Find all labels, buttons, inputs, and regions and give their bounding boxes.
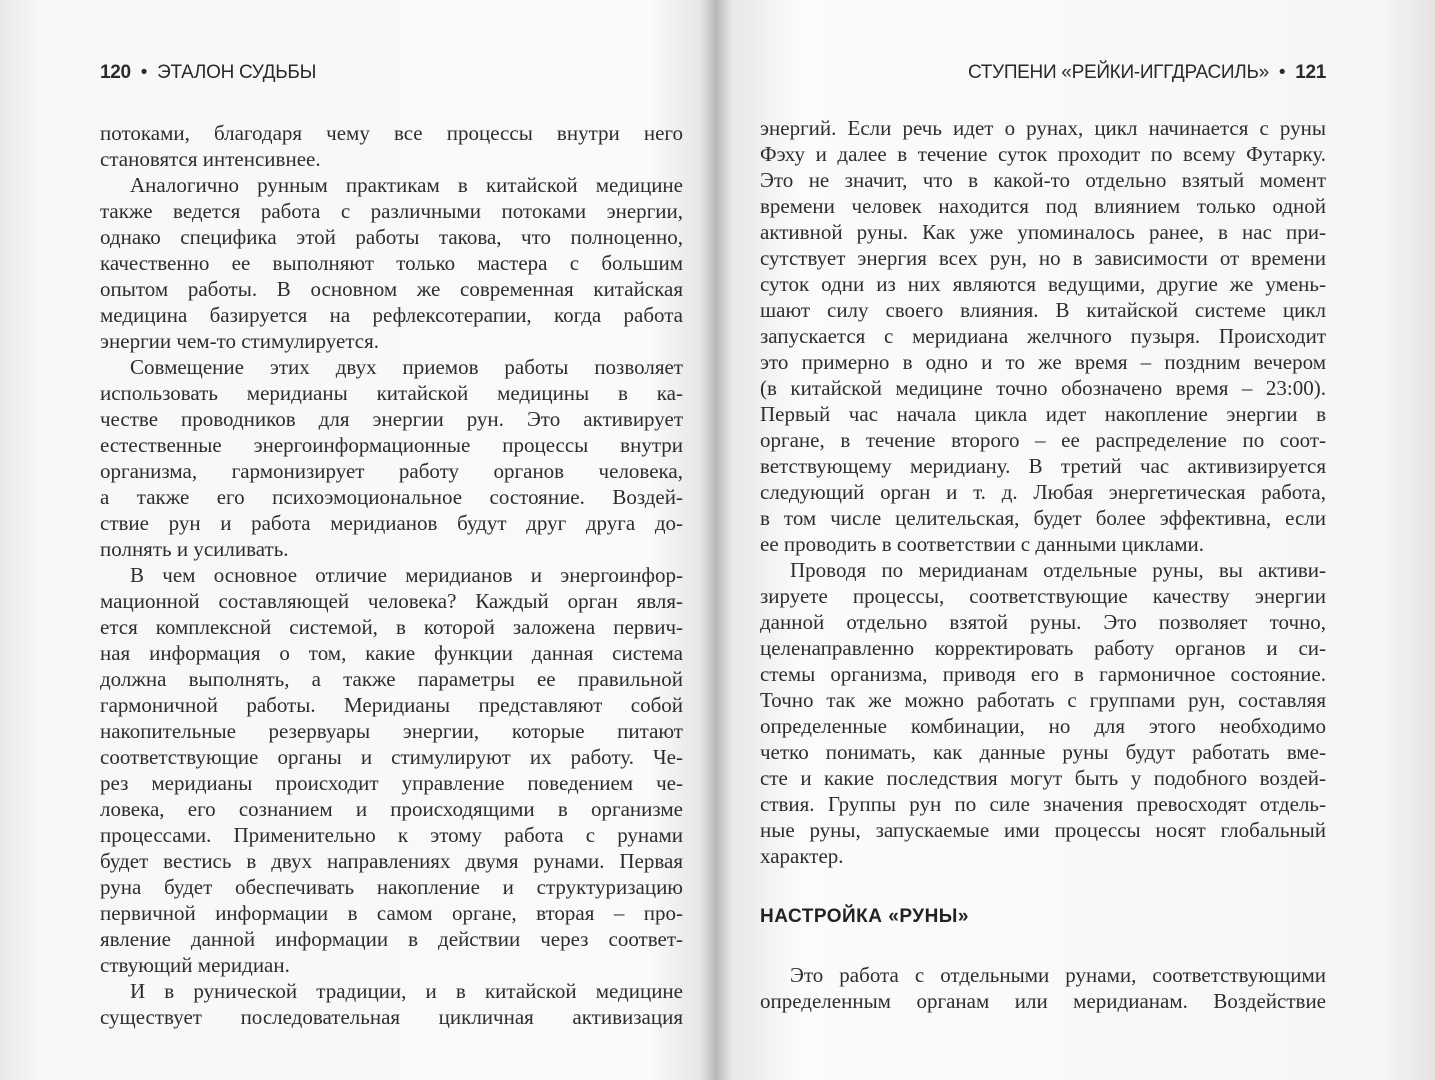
bullet-separator: • [1273,62,1291,83]
text-line: первичной информации в самом органе, вторая – про- [100,901,683,925]
text-line: Аналогично рунным практикам в китайской медицине [130,173,683,197]
running-header [968,62,1326,84]
text-line: ные руны, запускаемые ими процессы носят глобальный [760,818,1326,842]
text-line: активной руны. Как уже упоминалось ранее, в нас при- [760,220,1326,244]
text-line: следующий орган и т. д. Любая энергетическая работа, [760,480,1326,504]
text-line: характер. [760,844,844,868]
text-line: определенные комбинации, но для этого необходимо [760,714,1326,738]
text-line: сте и какие последствия могут быть у подобного воздей- [760,766,1326,790]
bullet-separator: • [135,62,153,83]
text-line: рез меридианы происходит управление поведением че- [100,771,683,795]
text-line: ется комплексной системой, в которой заложена первич- [100,615,683,639]
text-line: целенаправленно корректировать работу органов и си- [760,636,1326,660]
text-line: также ведется работа с различными потоками энергии, [100,199,683,223]
text-line: Точно так же можно работать с группами рун, составляя [760,688,1326,712]
page-number: 121 [1295,62,1326,83]
text-line: ствующий меридиан. [100,953,290,977]
text-line: полнять и усиливать. [100,537,289,561]
text-line: опытом работы. В основном же современная китайская [100,277,683,301]
text-line: мационной составляющей человека? Каждый орган явля- [100,589,683,613]
text-line: будет вестись в двух направлениях двумя рунами. Первая [100,849,683,873]
text-line: естественные энергоинформационные процессы внутри [100,433,683,457]
text-line: времени человек находится под влиянием только одной [760,194,1326,218]
text-line: органе, в течение второго – ее распределение по соот- [760,428,1326,452]
text-line: потоками, благодаря чему все процессы внутри него [100,121,683,145]
text-line: Совмещение этих двух приемов работы позволяет [130,355,683,379]
text-line: В чем основное отличие меридианов и энергоинфор- [130,563,683,587]
text-line: шают силу своего влияния. В китайской системе цикл [760,298,1326,322]
section-heading: НАСТРОЙКА «РУНЫ» [760,906,969,927]
text-line: становятся интенсивнее. [100,147,321,171]
text-line: четко понимать, как данные руны будут работать вме- [760,740,1326,764]
text-line: энергий. Если речь идет о рунах, цикл начинается с руны [760,116,1326,140]
text-line: зируете процессы, соответствующие качеству энергии [760,584,1326,608]
text-line: должна выполнять, а также параметры ее правильной [100,667,683,691]
running-header [100,62,316,84]
text-line: накопительные резервуары энергии, которые питают [100,719,683,743]
section-text [760,962,1326,1014]
text-line: ловека, его сознанием и происходящими в организме [100,797,683,821]
text-line: Проводя по меридианам отдельные руны, вы активи- [790,558,1326,582]
text-line: организма, гармонизирует работу органов человека, [100,459,683,483]
book-title: ЭТАЛОН СУДЬБЫ [157,62,317,83]
text-line: энергии чем-то стимулируется. [100,329,379,353]
text-line: а также его психоэмоциональное состояние. Воздей- [100,485,683,509]
left-page [100,0,683,1080]
text-line: Это работа с отдельными рунами, соответствующими [790,963,1326,987]
text-line: ветствующему меридиану. В третий час активизируется [760,454,1326,478]
text-line: Фэху и далее в течение суток проходит по всему Футарку. [760,142,1326,166]
text-line: честве проводников для энергии рун. Это активирует [100,407,683,431]
text-line: это примерно в одно и то же время – поздним вечером [760,350,1326,374]
text-line: качественно ее выполняют только мастера с большим [100,251,683,275]
text-line: соответствующие органы и стимулируют их работу. Че- [100,745,683,769]
text-line: Первый час начала цикла идет накопление энергии в [760,402,1326,426]
text-line: данной отдельно взятой руны. Это позволяет точно, [760,610,1326,634]
right-page [760,0,1326,1080]
text-line: суток одни из них являются ведущими, другие же умень- [760,272,1326,296]
body-text [100,120,683,1030]
text-line: ее проводить в соответствии с данными циклами. [760,532,1204,556]
text-line: И в рунической традиции, и в китайской медицине [130,979,683,1003]
text-line: сутствует энергия всех рун, но в зависимости от времени [760,246,1326,270]
text-line: использовать меридианы китайской медицины в ка- [100,381,683,405]
text-line: (в китайской медицине точно обозначено время – 23:00). [760,376,1326,400]
text-line: стемы организма, приводя его в гармоничное состояние. [760,662,1326,686]
text-line: существует последовательная цикличная активизация [100,1005,683,1029]
text-line: ная информация о том, какие функции данная система [100,641,683,665]
text-line: руна будет обеспечивать накопление и структуризацию [100,875,683,899]
text-line: явление данной информации в действии через соответ- [100,927,683,951]
chapter-title: СТУПЕНИ «РЕЙКИ-ИГГДРАСИЛЬ» [967,62,1269,83]
text-line: Это не значит, что в какой-то отдельно взятый момент [760,168,1326,192]
text-line: процессами. Применительно к этому работа с рунами [100,823,683,847]
text-line: гармоничной работы. Меридианы представляют собой [100,693,683,717]
body-text [760,115,1326,869]
text-line: запускается с меридиана желчного пузыря. Происходит [760,324,1326,348]
text-line: медицина базируется на рефлексотерапии, когда работа [100,303,683,327]
text-line: ствие рун и работа меридианов будут друг друга до- [100,511,683,535]
text-line: определенным органам или меридианам. Воздействие [760,989,1326,1013]
text-line: ствия. Группы рун по силе значения превосходят отдель- [760,792,1326,816]
page-number: 120 [100,62,131,83]
text-line: однако специфика этой работы такова, что полноценно, [100,225,683,249]
text-line: в том числе целительская, будет более эффективна, если [760,506,1326,530]
